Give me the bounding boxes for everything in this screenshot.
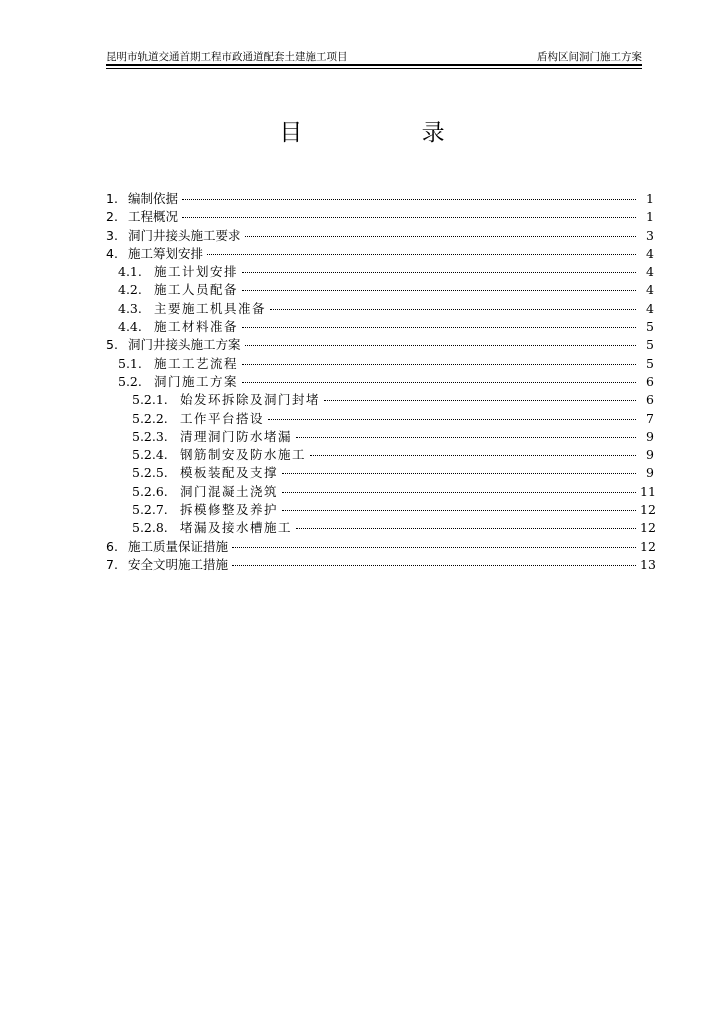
toc-entry-page: 5: [646, 319, 654, 335]
toc-entry-title: 洞门井接头施工方案: [128, 337, 241, 353]
toc-entry-number: 4.: [106, 245, 118, 261]
toc-entry-number: 5.1.: [118, 355, 142, 371]
toc-entry-title: 清理洞门防水堵漏: [180, 428, 293, 444]
toc-entry-title: 编制依据: [128, 191, 179, 206]
toc-dot-leader: [324, 388, 636, 401]
toc-entry-number: 5.2.7.: [132, 502, 168, 518]
toc-entry-title: 施工工艺流程: [154, 355, 239, 371]
toc-entry-page: 3: [646, 227, 654, 243]
toc-entry-page: 12: [640, 520, 656, 536]
toc-entry-page: 11: [640, 483, 656, 499]
toc-entry-page: 6: [646, 392, 654, 408]
toc-entry-page: 5: [646, 355, 654, 371]
header-document-name: 盾构区间洞门施工方案: [537, 51, 642, 63]
toc-entry-number: 4.4.: [118, 319, 142, 335]
toc-entry-page: 4: [646, 282, 654, 298]
toc-entry-number: 7.: [106, 556, 118, 572]
toc-entry-number: 1.: [106, 191, 118, 206]
toc-entry-title: 钢筋制安及防水施工: [180, 447, 307, 463]
toc-entry-page: 4: [646, 245, 654, 261]
toc-entry-page: 9: [646, 428, 654, 444]
header-rule-thin: [106, 68, 642, 69]
toc-entry[interactable]: [106, 556, 654, 574]
toc-dot-leader: [232, 535, 636, 548]
toc-entry-title: 堵漏及接水槽施工: [180, 520, 293, 536]
toc-entry-page: 12: [640, 502, 656, 518]
toc-entry-page: 9: [646, 447, 654, 463]
toc-entry-page: 1: [646, 191, 654, 206]
toc-entry-title: 施工人员配备: [154, 282, 239, 298]
table-of-contents: [106, 190, 654, 574]
toc-entry-number: 4.1.: [118, 264, 142, 280]
toc-entry-number: 5.2.5.: [132, 465, 168, 481]
toc-entry-page: 6: [646, 373, 654, 389]
toc-entry-number: 4.3.: [118, 300, 142, 316]
toc-dot-leader: [296, 516, 636, 529]
toc-entry-page: 1: [646, 209, 654, 225]
toc-entry-page: 4: [646, 300, 654, 316]
toc-dot-leader: [242, 370, 636, 383]
toc-entry-number: 5.2.8.: [132, 520, 168, 536]
header-project-name: 昆明市轨道交通首期工程市政通道配套土建施工项目: [106, 51, 348, 63]
toc-entry-title: 模板装配及支撑: [180, 465, 279, 481]
toc-entry-number: 6.: [106, 538, 118, 554]
toc-entry-number: 5.2.: [118, 373, 142, 389]
toc-dot-leader: [242, 278, 636, 291]
toc-title: 目 录: [279, 120, 501, 146]
toc-entry-number: 5.2.1.: [132, 392, 168, 408]
toc-dot-leader: [245, 333, 636, 346]
toc-entry-number: 3.: [106, 227, 118, 243]
toc-dot-leader: [242, 315, 636, 328]
toc-dot-leader: [242, 352, 636, 365]
toc-entry-number: 4.2.: [118, 282, 142, 298]
toc-entry-number: 2.: [106, 209, 118, 225]
toc-dot-leader: [242, 260, 636, 273]
toc-entry-number: 5.2.6.: [132, 483, 168, 499]
toc-dot-leader: [310, 443, 636, 456]
toc-entry-page: 7: [646, 410, 654, 426]
toc-dot-leader: [282, 461, 636, 474]
toc-dot-leader: [296, 425, 636, 438]
toc-dot-leader: [270, 297, 636, 310]
toc-entry-title: 洞门混凝土浇筑: [180, 483, 279, 499]
toc-entry-page: 5: [646, 337, 654, 353]
toc-entry-title: 洞门井接头施工要求: [128, 227, 241, 243]
toc-entry-title: 始发环拆除及洞门封堵: [180, 392, 321, 408]
toc-entry-title: 安全文明施工措施: [128, 556, 229, 572]
toc-entry-page: 12: [640, 538, 656, 554]
toc-entry-number: 5.2.2.: [132, 410, 168, 426]
toc-entry-title: 拆模修整及养护: [180, 502, 279, 518]
toc-entry-title: 工程概况: [128, 209, 179, 225]
toc-entry-title: 主要施工机具准备: [154, 300, 267, 316]
toc-dot-leader: [245, 224, 636, 237]
toc-dot-leader: [268, 407, 636, 420]
toc-dot-leader: [232, 553, 636, 566]
toc-entry-page: 4: [646, 264, 654, 280]
header-rule-thick: [106, 64, 642, 66]
toc-entry-title: 施工计划安排: [154, 264, 239, 280]
toc-entry-number: 5.2.4.: [132, 447, 168, 463]
toc-dot-leader: [282, 498, 636, 511]
toc-entry-title: 洞门施工方案: [154, 373, 239, 389]
toc-dot-leader: [282, 480, 636, 493]
toc-dot-leader: [207, 242, 636, 255]
toc-entry-number: 5.2.3.: [132, 428, 168, 444]
toc-entry-title: 施工材料准备: [154, 319, 239, 335]
toc-entry-title: 工作平台搭设: [180, 410, 265, 426]
toc-entry-number: 5.: [106, 337, 118, 353]
toc-dot-leader: [182, 187, 636, 200]
toc-entry-title: 施工筹划安排: [128, 245, 204, 261]
toc-dot-leader: [182, 205, 636, 218]
toc-entry-page: 13: [640, 556, 656, 572]
toc-entry-page: 9: [646, 465, 654, 481]
toc-entry-title: 施工质量保证措施: [128, 538, 229, 554]
